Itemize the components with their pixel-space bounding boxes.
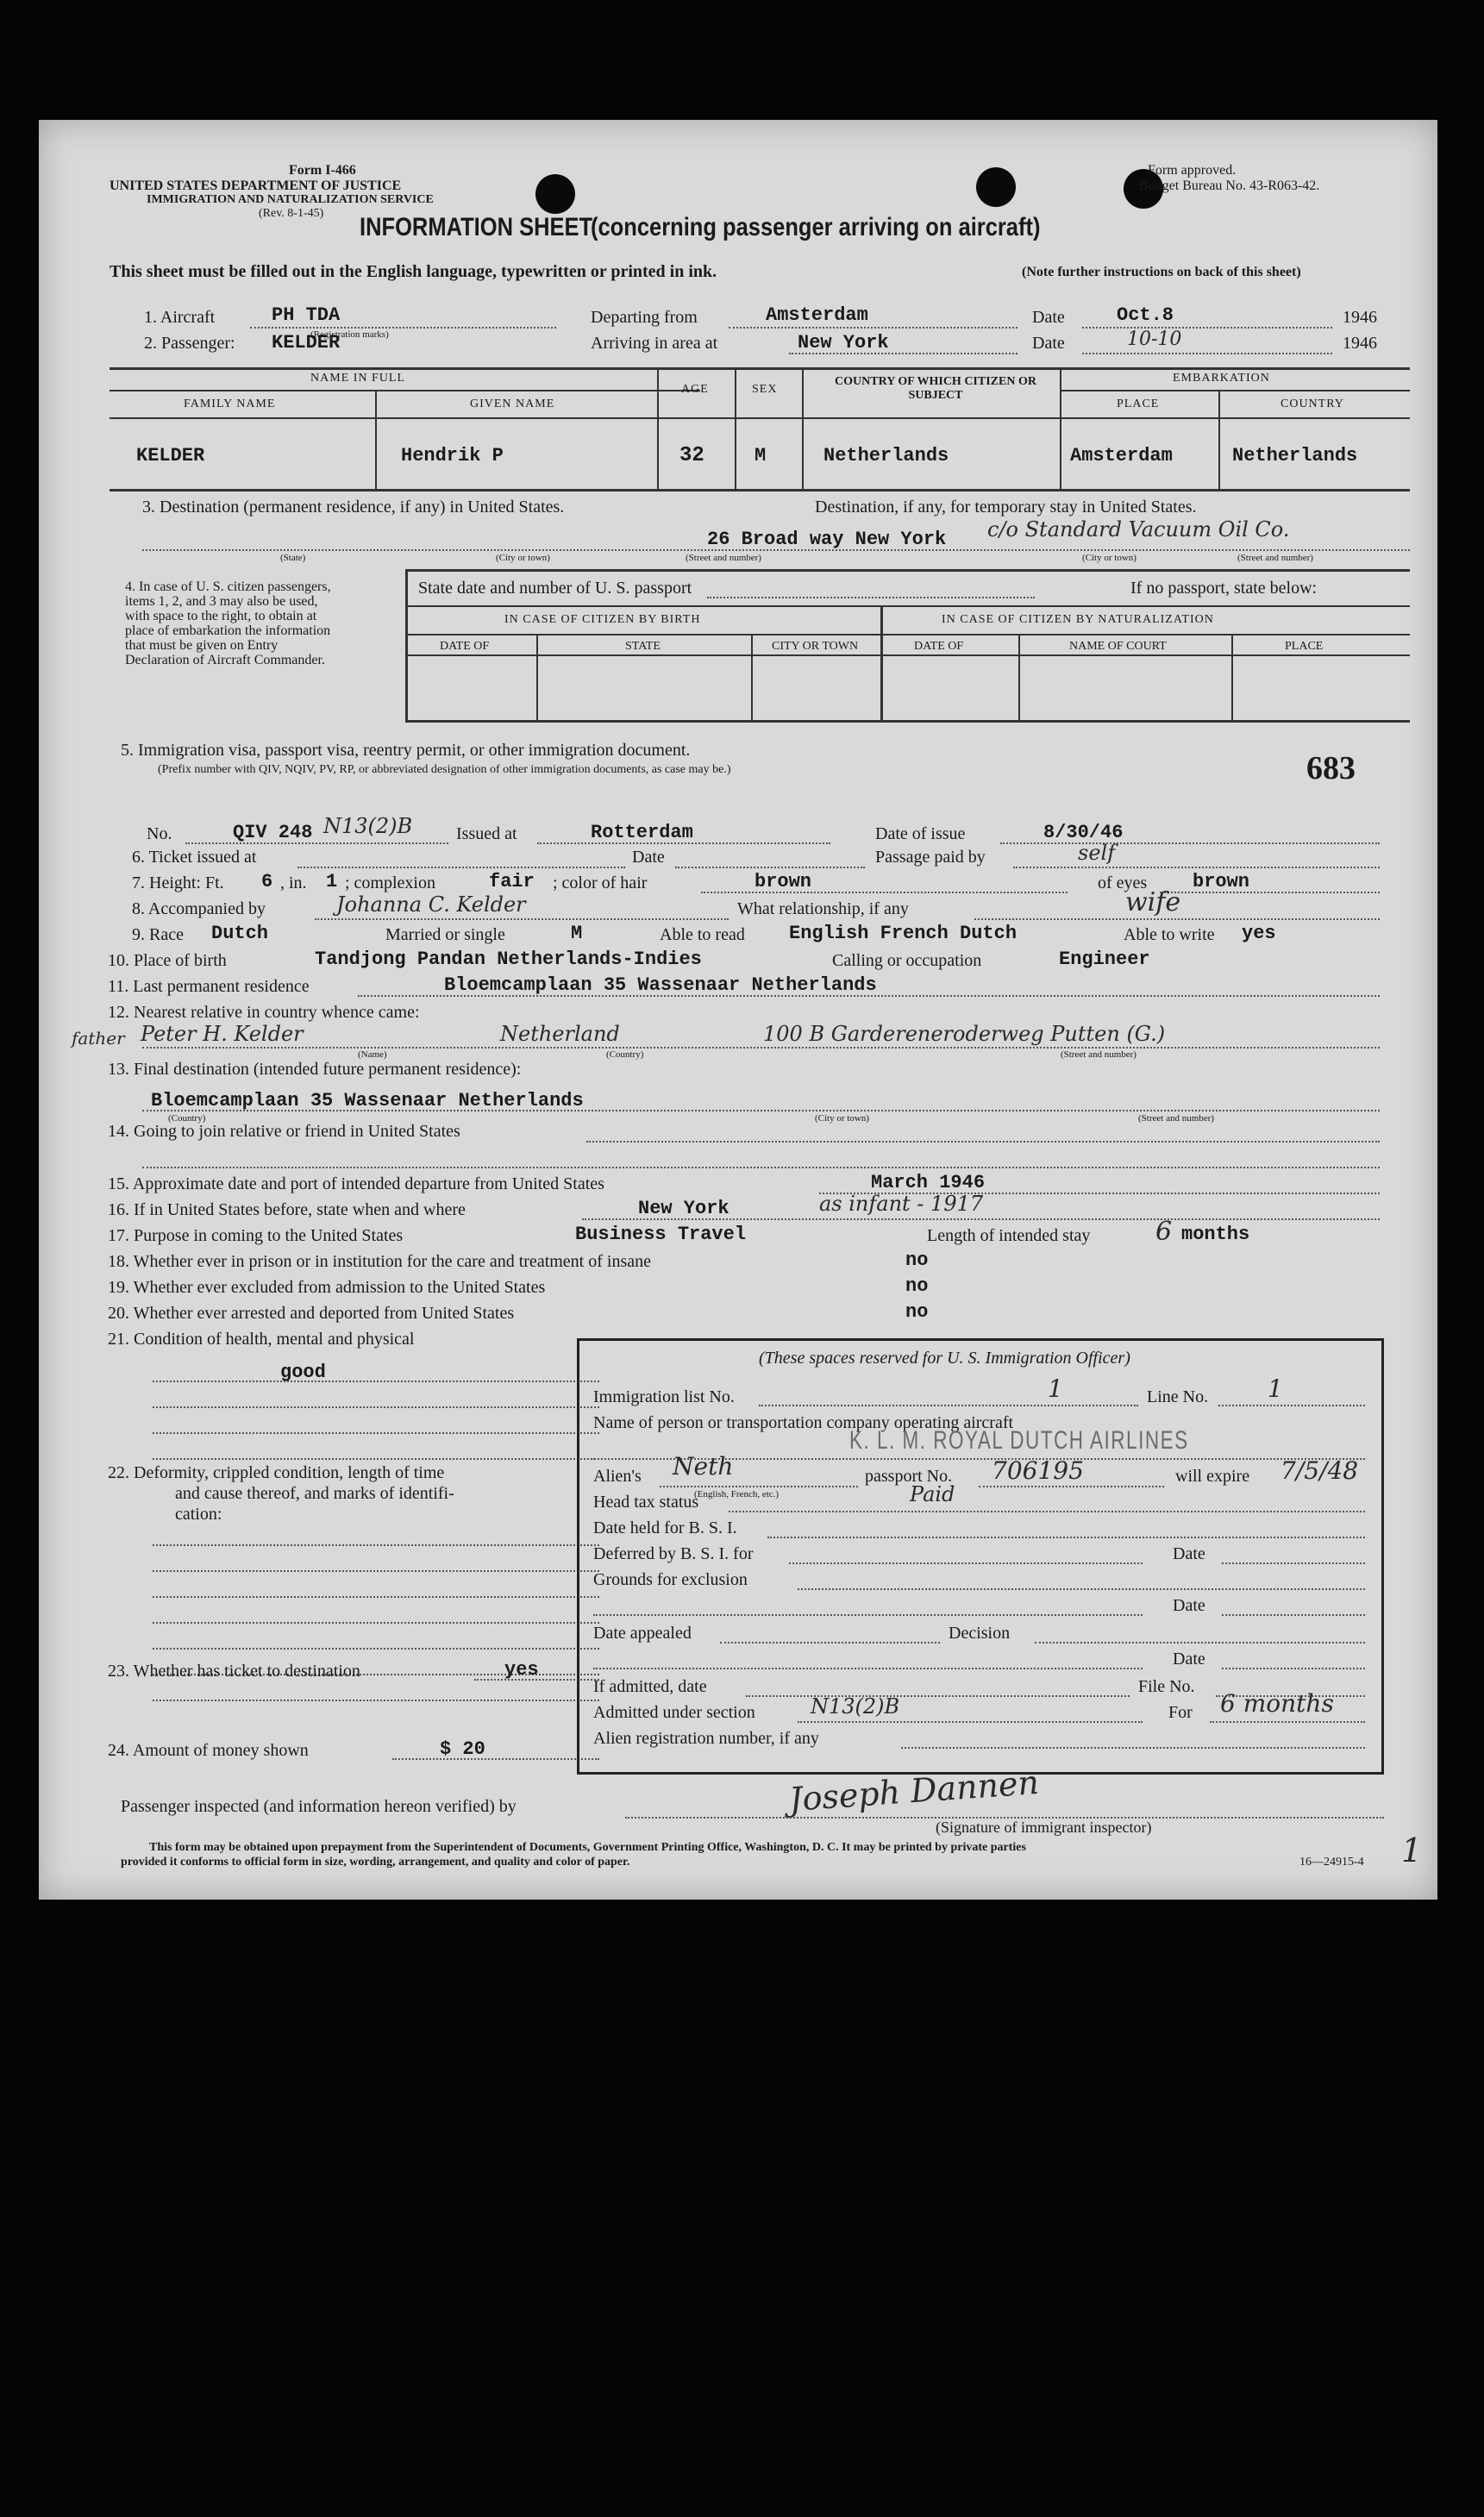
relationship-value: wife <box>1125 887 1181 917</box>
label-ticket-destination: 23. Whether has ticket to destination <box>108 1662 360 1681</box>
label-join-relative: 14. Going to join relative or friend in United States <box>108 1122 460 1141</box>
label-operator: Name of person or transportation company operating aircraft <box>593 1413 1014 1432</box>
passport-expiry-value: 7/5/48 <box>1280 1456 1359 1485</box>
header-place: PLACE <box>1117 398 1160 410</box>
label-inches: , in. <box>280 873 307 892</box>
page-subtitle: (concerning passenger arriving on aircraft) <box>591 213 1041 241</box>
caption: (City or town) <box>1082 553 1136 563</box>
excluded-value: no <box>905 1275 929 1297</box>
occupation-value: Engineer <box>1059 949 1150 970</box>
purpose-value: Business Travel <box>575 1224 747 1245</box>
passport-no-value: 706195 <box>992 1456 1084 1485</box>
read-value: English French Dutch <box>789 923 1018 944</box>
label-birthplace: 10. Place of birth <box>108 951 227 970</box>
airline-stamp: K. L. M. ROYAL DUTCH AIRLINES <box>849 1426 1189 1455</box>
line-no-value: 1 <box>1268 1374 1283 1403</box>
immigration-list-value: 1 <box>1048 1374 1063 1403</box>
label-inspected-by: Passenger inspected (and information hereon verified) by <box>121 1797 517 1816</box>
ticket-destination-value: yes <box>504 1659 539 1681</box>
departure-date-value: March 1946 <box>871 1172 986 1193</box>
label-last-residence: 11. Last permanent residence <box>108 977 310 996</box>
header-family-name: FAMILY NAME <box>184 398 276 410</box>
header-city: CITY OR TOWN <box>772 640 859 653</box>
relative-country: Netherland <box>500 1022 620 1046</box>
label-passenger: 2. Passenger: <box>144 334 235 353</box>
label-date: Date <box>1032 334 1065 353</box>
label-alien-registration: Alien registration number, if any <box>593 1729 819 1748</box>
arriving-value: New York <box>798 332 889 354</box>
write-value: yes <box>1242 923 1276 944</box>
label-accompanied: 8. Accompanied by <box>132 899 266 918</box>
label-race: 9. Race <box>132 925 184 944</box>
departure-date-value: Oct.8 <box>1117 304 1174 326</box>
header-country-citizen: COUNTRY OF WHICH CITIZEN OR SUBJECT <box>835 375 1036 402</box>
stay-length-unit: months <box>1181 1224 1250 1245</box>
height-inches-value: 1 <box>326 871 338 892</box>
label-date: Date <box>1173 1544 1205 1563</box>
last-residence-value: Bloemcamplaan 35 Wassenaar Netherlands <box>444 974 877 996</box>
label-departing: Departing from <box>591 308 698 327</box>
label-admitted-section: Admitted under section <box>593 1703 755 1722</box>
header-embarkation: EMBARKATION <box>1173 372 1270 385</box>
family-name-value: KELDER <box>136 445 205 466</box>
label-temp-destination: Destination, if any, for temporary stay in United States. <box>815 498 1197 517</box>
instructions-note: (Note further instructions on back of this sheet) <box>1022 265 1301 279</box>
label-date-held: Date held for B. S. I. <box>593 1518 737 1537</box>
label-grounds: Grounds for exclusion <box>593 1570 748 1589</box>
relative-name: Peter H. Kelder <box>141 1022 304 1046</box>
header-country: COUNTRY <box>1280 398 1344 410</box>
caption: (State) <box>280 553 306 563</box>
service: IMMIGRATION AND NATURALIZATION SERVICE <box>147 193 434 206</box>
caption: (Country) <box>606 1049 644 1060</box>
eyes-value: brown <box>1193 871 1250 892</box>
label-for: For <box>1168 1703 1193 1722</box>
label-deformity: 22. Deformity, crippled condition, length of time <box>108 1463 445 1482</box>
header-age: AGE <box>681 383 709 396</box>
label-purpose: 17. Purpose in coming to the United States <box>108 1226 404 1245</box>
age-value: 32 <box>679 444 704 467</box>
label-nearest-relative: 12. Nearest relative in country whence came: <box>108 1003 420 1022</box>
label-decision: Decision <box>949 1624 1011 1643</box>
height-feet-value: 6 <box>261 871 273 892</box>
label-money: 24. Amount of money shown <box>108 1741 309 1760</box>
label-passport-no: passport No. <box>865 1467 953 1486</box>
header-citizen-birth: IN CASE OF CITIZEN BY BIRTH <box>504 613 701 626</box>
label-alien: Alien's <box>593 1467 642 1486</box>
label-ticket: 6. Ticket issued at <box>132 848 257 867</box>
label-line-no: Line No. <box>1147 1387 1209 1406</box>
passage-paid-value: self <box>1078 841 1116 865</box>
header-date: DATE OF <box>914 640 964 653</box>
label-date: Date <box>1032 308 1065 327</box>
header-state: STATE <box>625 640 661 653</box>
label-previous-visit: 16. If in United States before, state when and where <box>108 1200 466 1219</box>
relative-relationship: father <box>72 1028 125 1049</box>
visa-section-handwritten: N13(2)B <box>323 814 413 838</box>
caption: (City or town) <box>815 1113 869 1124</box>
caption: (Street and number) <box>1061 1049 1136 1060</box>
health-value: good <box>280 1362 326 1383</box>
arrival-date-value: 10-10 <box>1127 329 1182 350</box>
label-occupation: Calling or occupation <box>832 951 982 970</box>
label-hair: ; color of hair <box>553 873 648 892</box>
previous-visit-handwritten: as infant - 1917 <box>819 1192 984 1216</box>
label-departure-date: 15. Approximate date and port of intended departure from United States <box>108 1174 604 1193</box>
prison-value: no <box>905 1249 929 1271</box>
label-date: Date <box>1173 1596 1205 1615</box>
label-date-of-issue: Date of issue <box>875 824 966 843</box>
revision: (Rev. 8-1-45) <box>259 207 324 220</box>
budget-bureau: Budget Bureau No. 43-R063-42. <box>1139 178 1320 193</box>
label-immigration-list: Immigration list No. <box>593 1387 735 1406</box>
label-complexion: ; complexion <box>345 873 435 892</box>
label-passport: State date and number of U. S. passport <box>418 579 692 598</box>
label-will-expire: will expire <box>1175 1467 1250 1486</box>
header-name-in-full: NAME IN FULL <box>310 372 405 385</box>
punch-hole <box>535 174 575 214</box>
label-write: Able to write <box>1124 925 1215 944</box>
visa-number-value: QIV 248 <box>233 822 313 843</box>
destination-handwritten: c/o Standard Vacuum Oil Co. <box>987 517 1290 542</box>
complexion-value: fair <box>489 871 535 892</box>
label-admitted-date: If admitted, date <box>593 1677 707 1696</box>
caption: (English, French, etc.) <box>694 1489 780 1500</box>
caption: (City or town) <box>496 553 550 563</box>
label-no-passport: If no passport, state below: <box>1130 579 1318 598</box>
accompanied-value: Johanna C. Kelder <box>336 892 526 917</box>
label-eyes: of eyes <box>1098 873 1148 892</box>
hair-value: brown <box>755 871 812 892</box>
issued-at-value: Rotterdam <box>591 822 693 843</box>
label-deferred: Deferred by B. S. I. for <box>593 1544 754 1563</box>
previous-visit-value: New York <box>638 1198 729 1219</box>
form-code: 16—24915-4 <box>1299 1856 1364 1869</box>
fine-print-2: provided it conforms to official form in size, wording, arrangement, and quality and color of paper. <box>121 1856 630 1869</box>
label-immigration-doc: 5. Immigration visa, passport visa, reentry permit, or other immigration document. <box>121 741 691 760</box>
label-final-destination: 13. Final destination (intended future permanent residence): <box>108 1060 522 1079</box>
label-height: 7. Height: Ft. <box>132 873 224 892</box>
head-tax-value: Paid <box>910 1482 955 1506</box>
label-excluded: 19. Whether ever excluded from admission to the United States <box>108 1278 546 1297</box>
label-prison: 18. Whether ever in prison or in institution for the care and treatment of insane <box>108 1252 651 1271</box>
label-deformity-2: and cause thereof, and marks of identifi- <box>175 1484 454 1503</box>
label-stay-length: Length of intended stay <box>927 1226 1091 1245</box>
label-date: Date <box>1173 1650 1205 1669</box>
citizen-value: Netherlands <box>823 445 949 466</box>
label-arriving: Arriving in area at <box>591 334 718 353</box>
document-number: 683 <box>1306 750 1356 786</box>
label-relationship: What relationship, if any <box>737 899 909 918</box>
label-head-tax: Head tax status <box>593 1493 699 1512</box>
label-deported: 20. Whether ever arrested and deported from United States <box>108 1304 515 1323</box>
label-health: 21. Condition of health, mental and physical <box>108 1330 415 1349</box>
embark-country-value: Netherlands <box>1232 445 1358 466</box>
inspector-signature: Joseph Dannen <box>787 1763 1041 1819</box>
handwritten-mark: 1 <box>1401 1831 1423 1869</box>
arrival-year: 1946 <box>1343 334 1377 353</box>
date-of-issue-value: 8/30/46 <box>1043 822 1124 843</box>
label-married: Married or single <box>385 925 505 944</box>
header-sex: SEX <box>752 383 778 396</box>
race-value: Dutch <box>211 923 269 944</box>
destination-value: 26 Broad way New York <box>707 529 947 550</box>
label-date: Date <box>632 848 665 867</box>
final-destination-value: Bloemcamplaan 35 Wassenaar Netherlands <box>151 1090 584 1111</box>
label-issued-at: Issued at <box>456 824 517 843</box>
label-passage-paid: Passage paid by <box>875 848 986 867</box>
label-aircraft: 1. Aircraft <box>144 308 216 327</box>
admitted-for-value: 6 months <box>1220 1689 1334 1718</box>
fine-print: This form may be obtained upon prepayment from the Superintendent of Documents, Government Printing Office, Washington, D. C. It may be printed by private parties <box>149 1841 1026 1854</box>
approved-note: Form approved. <box>1148 163 1237 178</box>
caption: (Street and number) <box>1138 1113 1214 1124</box>
instructions: This sheet must be filled out in the English language, typewritten or printed in ink. <box>110 262 717 281</box>
label-no: No. <box>147 824 172 843</box>
department: UNITED STATES DEPARTMENT OF JUSTICE <box>110 178 402 193</box>
label-read: Able to read <box>660 925 745 944</box>
header-given-name: GIVEN NAME <box>470 398 555 410</box>
header-court: NAME OF COURT <box>1069 640 1167 653</box>
officer-box-title: (These spaces reserved for U. S. Immigration Officer) <box>759 1349 1130 1368</box>
page-title: INFORMATION SHEET <box>360 213 593 241</box>
label-us-citizen: 4. In case of U. S. citizen passengers, items 1, 2, and 3 may also be used, with space to the right, to obtain at place of embarkation the information that must be given on Entry Declaration of Aircraft Commander. <box>125 579 331 667</box>
caption: (Registration marks) <box>310 329 389 340</box>
deported-value: no <box>905 1301 929 1323</box>
label-destination: 3. Destination (permanent residence, if any) in United States. <box>142 498 565 517</box>
birthplace-value: Tandjong Pandan Netherlands-Indies <box>315 949 702 970</box>
caption: (Street and number) <box>1237 553 1313 563</box>
header-date: DATE OF <box>440 640 490 653</box>
relative-address: 100 B Gardereneroderweg Putten (G.) <box>763 1022 1166 1046</box>
passenger-value: KELDER <box>272 332 341 354</box>
sex-value: M <box>755 445 767 466</box>
married-value: M <box>571 923 583 944</box>
given-name-value: Hendrik P <box>401 445 504 466</box>
label-file-no: File No. <box>1138 1677 1195 1696</box>
header-citizen-naturalization: IN CASE OF CITIZEN BY NATURALIZATION <box>942 613 1214 626</box>
embark-place-value: Amsterdam <box>1070 445 1173 466</box>
admitted-section-value: N13(2)B <box>811 1694 900 1719</box>
form-sheet <box>39 120 1437 1900</box>
label-appealed: Date appealed <box>593 1624 692 1643</box>
form-number: Form I-466 <box>289 163 356 178</box>
header-place: PLACE <box>1285 640 1324 653</box>
alien-nationality-value: Neth <box>673 1452 734 1481</box>
caption: (Street and number) <box>686 553 761 563</box>
signature-caption: (Signature of immigrant inspector) <box>936 1819 1152 1836</box>
caption: (Name) <box>358 1049 387 1060</box>
label-deformity-3: cation: <box>175 1505 222 1524</box>
money-value: $ 20 <box>440 1738 485 1760</box>
departure-year: 1946 <box>1343 308 1377 327</box>
punch-hole <box>976 167 1016 207</box>
departing-value: Amsterdam <box>766 304 868 326</box>
stay-length-number: 6 <box>1155 1217 1173 1247</box>
caption: (Country) <box>168 1113 206 1124</box>
immigration-doc-note: (Prefix number with QIV, NQIV, PV, RP, or abbreviated designation of other immigration documents, as case may be.) <box>158 763 731 776</box>
aircraft-value: PH TDA <box>272 304 341 326</box>
